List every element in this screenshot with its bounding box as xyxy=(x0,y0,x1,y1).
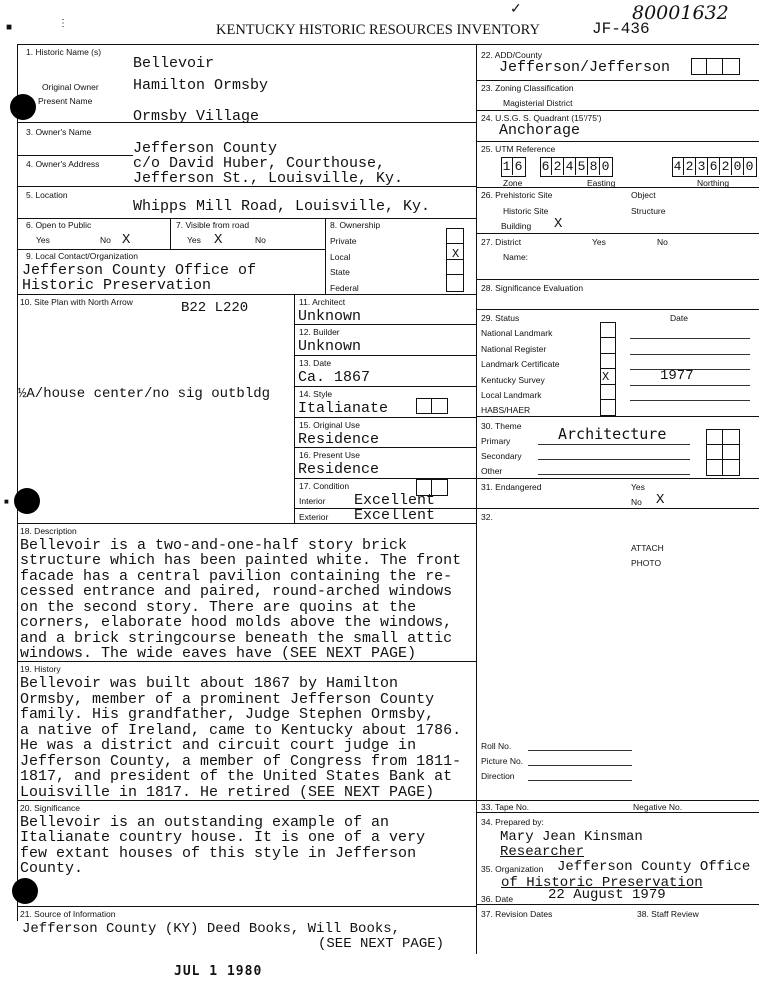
history-line: Jefferson County, a member of Congress from 1811- xyxy=(20,753,462,770)
builder-value: Unknown xyxy=(298,338,362,355)
status-item: National Landmark xyxy=(481,328,553,338)
endangered-mark: X xyxy=(656,492,665,508)
add-county-label: 22. ADD/County xyxy=(481,50,542,60)
significance-label: 20. Significance xyxy=(20,803,81,813)
district-name-label: Name: xyxy=(503,252,529,262)
source-line2: (SEE NEXT PAGE) xyxy=(318,936,445,952)
utm-digit: 1 xyxy=(501,158,513,175)
source-line1: Jefferson County (KY) Deed Books, Will Books, xyxy=(22,921,401,937)
description-line: facade has a central pavilion containing the re- xyxy=(20,568,453,585)
site-plan-map-ref: B22 L220 xyxy=(181,300,249,316)
prepared-by-name: Mary Jean Kinsman xyxy=(500,829,643,845)
site-plan-label: 10. Site Plan with North Arrow xyxy=(20,297,133,307)
utm-digit: 5 xyxy=(576,158,588,175)
interior-label: Interior xyxy=(299,496,326,506)
photo-label-text: PHOTO xyxy=(631,558,662,568)
utm-digit: 2 xyxy=(684,158,696,175)
utm-digit: 0 xyxy=(601,159,610,174)
date-value: Ca. 1867 xyxy=(298,369,371,386)
utm-digit: 4 xyxy=(672,158,684,175)
description-line: Bellevoir is a two-and-one-half story brick xyxy=(20,537,408,554)
visible-road-no: No xyxy=(255,235,266,245)
utm-digit: 0 xyxy=(745,159,754,174)
history-line: Louisville in 1817. He retired (SEE NEXT PAGE) xyxy=(20,784,435,801)
interior-value: Excellent xyxy=(354,492,436,509)
history-label: 19. History xyxy=(20,664,61,674)
utm-digit: 6 xyxy=(514,159,523,174)
description-line: structure which has been painted white. The front xyxy=(20,552,462,569)
staff-review-label: 38. Staff Review xyxy=(637,909,699,919)
location-label: 5. Location xyxy=(26,190,68,200)
district-no: No xyxy=(657,237,668,247)
historic-site-label: Historic Site xyxy=(503,206,549,216)
status-date-label: Date xyxy=(670,313,688,323)
utm-digit: 4 xyxy=(564,158,576,175)
negative-no-label: Negative No. xyxy=(633,802,683,812)
historic-name-label: 1. Historic Name (s) xyxy=(26,47,102,57)
utm-digit: 8 xyxy=(588,158,600,175)
present-name-label: Present Name xyxy=(38,96,93,106)
status-item: Kentucky Survey xyxy=(481,375,545,385)
roll-no-label: Roll No. xyxy=(481,741,512,751)
site-plan-note: ½A/house center/no sig outbldg xyxy=(18,386,271,402)
original-use-label: 15. Original Use xyxy=(299,420,360,430)
status-mark: X xyxy=(602,370,610,384)
endangered-no: No xyxy=(631,497,642,507)
utm-digit: 2 xyxy=(552,158,564,175)
present-use-value: Residence xyxy=(298,461,380,478)
owners-address-label: 4. Owner's Address xyxy=(26,159,100,169)
check-mark: ✓ xyxy=(510,0,522,16)
utm-digit: 6 xyxy=(540,158,552,175)
district-label: 27. District xyxy=(481,237,522,247)
utm-digit: 2 xyxy=(720,158,732,175)
organization-line2: of Historic Preservation xyxy=(501,875,703,891)
description-line: windows. The wide eaves have (SEE NEXT PAGE) xyxy=(20,645,417,662)
open-public-no: No xyxy=(100,235,111,245)
status-item: Landmark Certificate xyxy=(481,359,560,369)
significance-line: Italianate country house. It is one of a very xyxy=(20,829,426,846)
date-label: 13. Date xyxy=(299,358,332,368)
form-title: KENTUCKY HISTORIC RESOURCES INVENTORY xyxy=(216,22,540,38)
structure-label: Structure xyxy=(631,206,666,216)
description-line: cessed entrance and paired, round-arched windows xyxy=(20,583,453,600)
description-line: corners, elaborate hood molds above the windows, xyxy=(20,614,453,631)
status-item: National Register xyxy=(481,344,547,354)
theme-secondary-label: Secondary xyxy=(481,451,522,461)
condition-label: 17. Condition xyxy=(299,481,350,491)
picture-no-label: Picture No. xyxy=(481,756,524,766)
significance-eval-label: 28. Significance Evaluation xyxy=(481,283,584,293)
original-owner-value: Hamilton Ormsby xyxy=(133,77,269,94)
corner-tick: ⋮ xyxy=(58,18,68,29)
utm-northing-label: Northing xyxy=(697,178,730,188)
tape-no-label: 33. Tape No. xyxy=(481,802,530,812)
description-line: and a brick stringcourse beneath the small attic xyxy=(20,630,453,647)
significance-line: few extant houses of this style in Jefferson xyxy=(20,845,417,862)
local-contact-line1: Jefferson County Office of xyxy=(22,262,257,279)
form-id: JF-436 xyxy=(592,20,650,38)
ownership-state: State xyxy=(330,267,350,277)
owners-address-line1: c/o David Huber, Courthouse, xyxy=(133,155,386,172)
style-value: Italianate xyxy=(298,400,389,417)
theme-other-label: Other xyxy=(481,466,503,476)
history-line: a native of Ireland, came to Kentucky about 1786. xyxy=(20,722,462,739)
visible-road-label: 7. Visible from road xyxy=(176,220,250,230)
building-mark: X xyxy=(554,216,563,232)
prepared-by-label: 34. Prepared by: xyxy=(481,817,544,827)
significance-line: Bellevoir is an outstanding example of an xyxy=(20,814,390,831)
ownership-private: Private xyxy=(330,236,357,246)
prepared-by-title: Researcher xyxy=(500,844,585,860)
status-item: HABS/HAER xyxy=(481,405,531,415)
district-yes: Yes xyxy=(592,237,606,247)
zoning-label: 23. Zoning Classification xyxy=(481,83,574,93)
present-name-value: Ormsby Village xyxy=(133,108,260,125)
organization-line1: Jefferson County Office xyxy=(557,859,751,875)
punch-hole xyxy=(14,488,40,514)
handwritten-number: 80001632 xyxy=(632,2,729,24)
status-item: Local Landmark xyxy=(481,390,542,400)
theme-label: 30. Theme xyxy=(481,421,522,431)
original-owner-label: Original Owner xyxy=(42,82,99,92)
open-public-yes: Yes xyxy=(36,235,50,245)
attach-label: ATTACH xyxy=(631,543,664,553)
prehistoric-label: 26. Prehistoric Site xyxy=(481,190,553,200)
ownership-label: 8. Ownership xyxy=(330,220,381,230)
source-label: 21. Source of Information xyxy=(20,909,116,919)
exterior-value: Excellent xyxy=(354,507,436,524)
utm-zone-label: Zone xyxy=(503,178,523,188)
history-line: family. His grandfather, Judge Stephen Ormsby, xyxy=(20,706,435,723)
style-label: 14. Style xyxy=(299,389,333,399)
endangered-label: 31. Endangered xyxy=(481,482,542,492)
utm-label: 25. UTM Reference xyxy=(481,144,556,154)
add-county-value: Jefferson/Jefferson xyxy=(499,59,671,76)
photo-label: 32. xyxy=(481,512,493,522)
history-line: He was a district and circuit court judge in xyxy=(20,737,417,754)
location-value: Whipps Mill Road, Louisville, Ky. xyxy=(133,198,431,215)
corner-mark: ■ xyxy=(6,22,13,33)
organization-label: 35. Organization xyxy=(481,864,544,874)
local-contact-label: 9. Local Contact/Organization xyxy=(26,251,138,261)
history-line: Bellevoir was built about 1867 by Hamilton xyxy=(20,675,399,692)
county-code-box xyxy=(691,58,740,75)
utm-digit: 0 xyxy=(732,158,744,175)
endangered-yes: Yes xyxy=(631,482,645,492)
utm-digit: 6 xyxy=(708,158,720,175)
received-stamp: JUL 1 1980 xyxy=(174,964,263,979)
style-code-box xyxy=(416,398,448,414)
theme-primary-value: Architecture xyxy=(558,425,667,443)
significance-line: County. xyxy=(20,860,84,877)
prep-date-value: 22 August 1979 xyxy=(548,887,666,903)
prep-date-label: 36. Date xyxy=(481,894,514,904)
utm-digit: 3 xyxy=(696,158,708,175)
open-public-label: 6. Open to Public xyxy=(26,220,92,230)
original-use-value: Residence xyxy=(298,431,380,448)
quadrant-label: 24. U.S.G. S. Quadrant (15'/75') xyxy=(481,113,602,123)
history-line: Ormsby, member of a prominent Jefferson County xyxy=(20,691,435,708)
architect-label: 11. Architect xyxy=(299,297,346,307)
theme-code-boxes xyxy=(706,429,740,476)
ownership-mark: X xyxy=(452,247,460,261)
zoning-value: Magisterial District xyxy=(503,98,573,108)
architect-value: Unknown xyxy=(298,308,362,325)
object-label: Object xyxy=(631,190,656,200)
quadrant-value: Anchorage xyxy=(499,122,581,139)
owners-name-label: 3. Owner's Name xyxy=(26,127,92,137)
theme-primary-label: Primary xyxy=(481,436,511,446)
present-use-label: 16. Present Use xyxy=(299,450,360,460)
status-label: 29. Status xyxy=(481,313,520,323)
ownership-federal: Federal xyxy=(330,283,359,293)
visible-road-yes: Yes xyxy=(187,235,201,245)
margin-mark: ■ xyxy=(4,497,9,506)
ownership-local: Local xyxy=(330,252,351,262)
description-line: on the second story. There are quoins at the xyxy=(20,599,417,616)
historic-name-value: Bellevoir xyxy=(133,55,215,72)
direction-label: Direction xyxy=(481,771,515,781)
owners-address-line2: Jefferson St., Louisville, Ky. xyxy=(133,170,404,187)
survey-date: 1977 xyxy=(660,368,694,384)
building-label: Building xyxy=(501,221,532,231)
exterior-label: Exterior xyxy=(299,512,329,522)
open-public-mark: X xyxy=(122,232,131,248)
history-line: 1817, and president of the United States Bank at xyxy=(20,768,453,785)
owners-name-value: Jefferson County xyxy=(133,140,278,157)
builder-label: 12. Builder xyxy=(299,327,340,337)
description-label: 18. Description xyxy=(20,526,77,536)
punch-hole xyxy=(10,94,36,120)
local-contact-line2: Historic Preservation xyxy=(22,277,212,294)
punch-hole xyxy=(12,878,38,904)
visible-road-mark: X xyxy=(214,232,223,248)
utm-easting-label: Easting xyxy=(587,178,616,188)
revision-dates-label: 37. Revision Dates xyxy=(481,909,553,919)
